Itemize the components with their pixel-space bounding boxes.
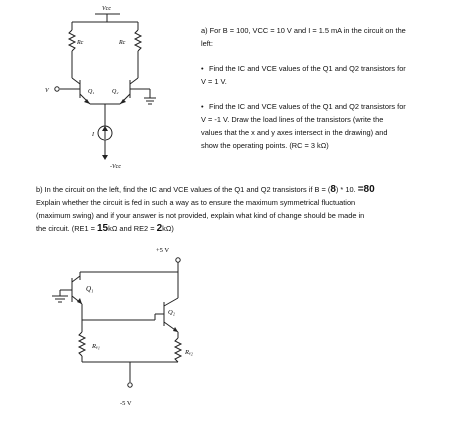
part-a-bullet2-line3: values that the x and y axes intersect in the drawing) and <box>201 128 388 137</box>
part-a-bullet2-line1: Find the IC and VCE values of the Q1 and Q2 transistors for <box>209 102 406 111</box>
part-a-bullet1-line2: V = 1 V. <box>201 77 227 86</box>
q1-b-label: Q₁ <box>86 285 94 293</box>
part-b-line3: (maximum swing) and if your answer is not provided, explain what kind of change should be made in <box>36 211 365 220</box>
bullet-icon: • <box>201 64 204 73</box>
circuit-b-diagram <box>40 240 240 415</box>
vplus-label: +5 V <box>156 247 170 254</box>
q2-b-label: Q₂ <box>168 309 175 316</box>
part-b-line1-b: ) * 10. <box>335 185 358 194</box>
part-b-line4-b: kΩ and RE2 = <box>108 224 157 233</box>
rc-left-label: Rc <box>77 40 84 46</box>
part-b-line2: Explain whether the circuit is fed in such a way as to ensure the maximum symmetrical fluctuation <box>36 198 356 207</box>
part-b-re2-value: 2 <box>156 223 163 234</box>
q1-label: Q₁ <box>88 89 95 95</box>
part-b-re1-value: 15 <box>97 223 109 234</box>
q2-label: Q₂ <box>112 89 119 95</box>
bullet-icon: • <box>201 102 204 111</box>
part-b-beta-result: =80 <box>357 184 375 195</box>
part-b-beta-digit: 8 <box>330 184 336 195</box>
part-a-bullet2-line4: show the operating points. (RC = 3 kΩ) <box>201 141 329 150</box>
part-a-bullet1-line1: Find the IC and VCE values of the Q1 and Q2 transistors for <box>209 64 406 73</box>
vminus-label: -5 V <box>120 400 132 407</box>
part-b-line4-c: kΩ) <box>162 224 174 233</box>
circuit-a-diagram <box>40 0 180 180</box>
part-a-intro-line2: left: <box>201 39 213 48</box>
re1-label: Rₑ₁ <box>92 343 100 350</box>
part-b-line4-a: the circuit. (RE1 = <box>36 224 97 233</box>
vee-label: -Vcc <box>110 164 121 170</box>
part-a-bullet2-line2: V = -1 V. Draw the load lines of the transistors (write the <box>201 115 384 124</box>
part-b-text <box>36 183 466 235</box>
part-a-text <box>201 24 461 152</box>
vcc-label: Vcc <box>102 6 111 12</box>
re2-label: Rₑ₂ <box>185 349 193 356</box>
part-a-intro-line1: a) For B = 100, VCC = 10 V and I = 1.5 mA in the circuit on the <box>201 26 406 35</box>
rc-right-label: Rc <box>119 40 126 46</box>
v-input-label: V <box>45 88 49 94</box>
part-b-line1-a: b) In the circuit on the left, find the IC and VCE values of the Q1 and Q2 transistors if B = ( <box>36 185 331 194</box>
current-source-label: I <box>92 132 94 138</box>
